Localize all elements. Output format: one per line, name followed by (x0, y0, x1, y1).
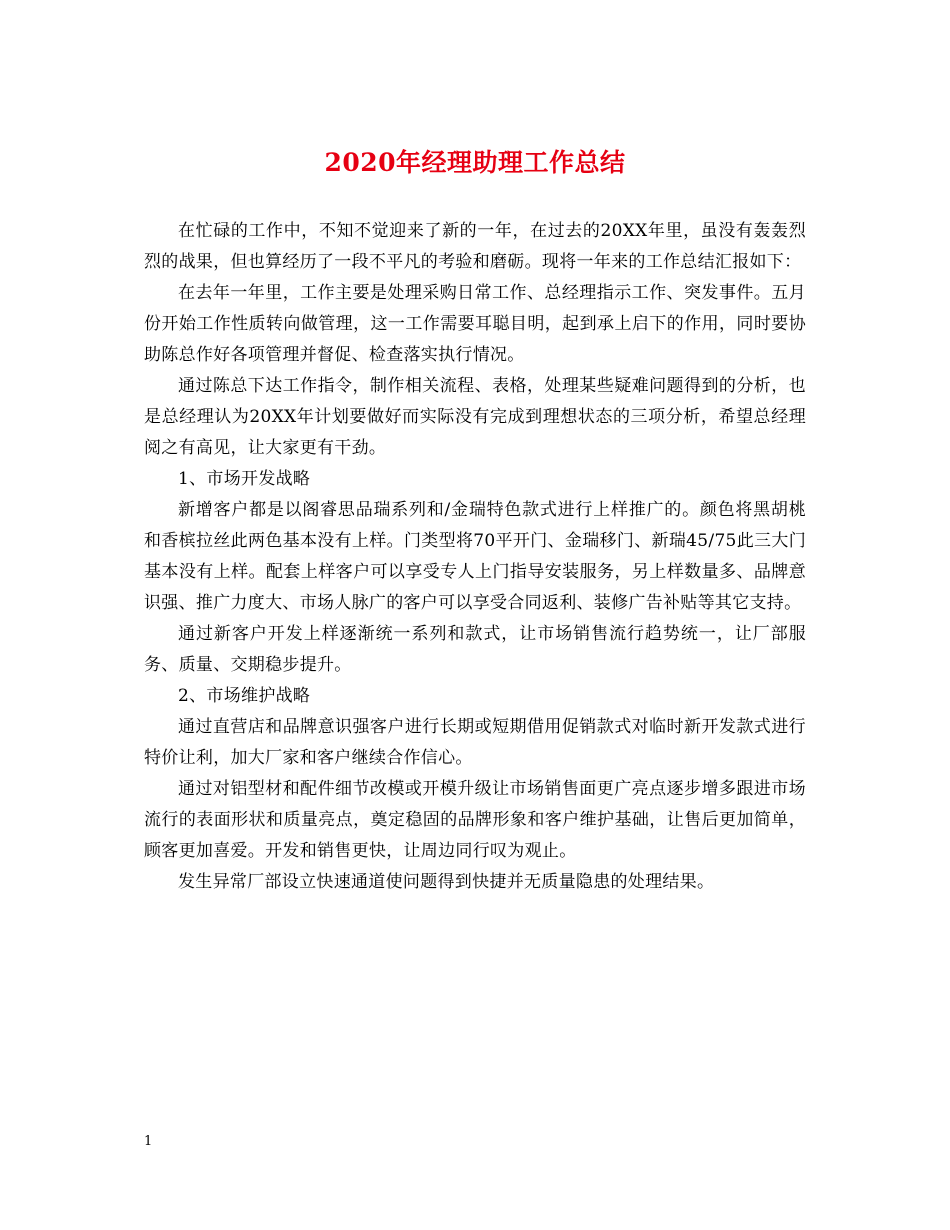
document-title: 2020年经理助理工作总结 (324, 148, 626, 177)
paragraph-fast-channel: 发生异常厂部设立快速通道使问题得到快捷并无质量隐患的处理结果。 (178, 872, 715, 892)
paragraph-unify-series: 通过新客户开发上样逐渐统一系列和款式，让市场销售流行趋势统一，让厂部服务、质量、交期稳步提升。 (144, 624, 806, 675)
section-heading-market-maintenance: 2、市场维护战略 (178, 686, 311, 706)
paragraph-analysis: 通过陈总下达工作指令，制作相关流程、表格，处理某些疑难问题得到的分析，也是总经理认为20XX年计划要做好而实际没有完成到理想状态的三项分析，希望总经理阅之有高见，让大家更有干劲。 (144, 376, 806, 458)
paragraph-direct-stores: 通过直营店和品牌意识强客户进行长期或短期借用促销款式对临时新开发款式进行特价让利，加大厂家和客户继续合作信心。 (144, 717, 806, 768)
paragraph-new-customers: 新增客户都是以阁睿思品瑞系列和/金瑞特色款式进行上样推广的。颜色将黑胡桃和香槟拉丝此两色基本没有上样。门类型将70平开门、金瑞移门、新瑞45/75此三大门基本没有上样。配套上样客户可以享受专人上门指导安装服务，另上样数量多、品牌意识强、推广力度大、市场人脉广的客户可以享受合同返利、装修广告补贴等其它支持。 (144, 500, 806, 613)
paragraph-product-upgrade: 通过对铝型材和配件细节改模或开模升级让市场销售面更广亮点逐步增多跟进市场流行的表面形状和质量亮点，奠定稳固的品牌形象和客户维护基础，让售后更加简单，顾客更加喜爱。开发和销售更快，让周边同行叹为观止。 (144, 779, 806, 861)
paragraph-intro: 在忙碌的工作中，不知不觉迎来了新的一年，在过去的20XX年里，虽没有轰轰烈烈的战果，但也算经历了一段不平凡的考验和磨砺。现将一年来的工作总结汇报如下： (144, 221, 806, 272)
document-body (144, 216, 806, 898)
paragraph-last-year-work: 在去年一年里，工作主要是处理采购日常工作、总经理指示工作、突发事件。五月份开始工作性质转向做管理，这一工作需要耳聪目明，起到承上启下的作用，同时要协助陈总作好各项管理并督促、检查落实执行情况。 (144, 283, 806, 365)
page-number: 1 (144, 1134, 153, 1149)
section-heading-market-development: 1、市场开发战略 (178, 469, 311, 489)
